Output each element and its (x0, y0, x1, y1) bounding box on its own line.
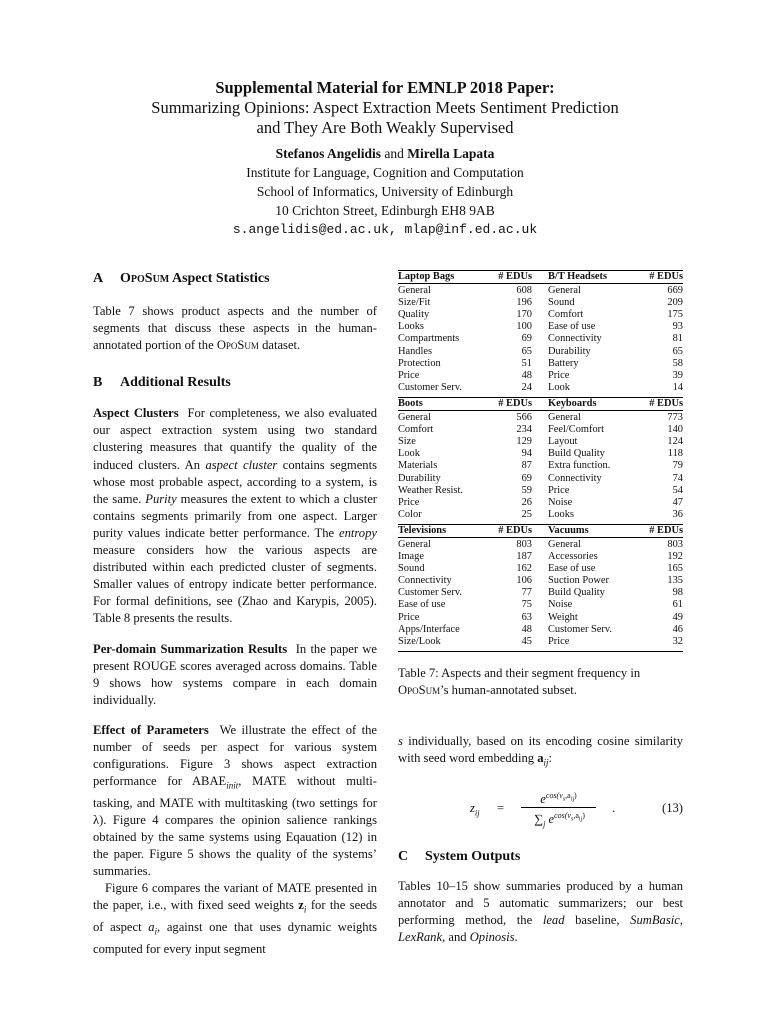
authors-and: and (384, 146, 404, 161)
table-row (398, 575, 683, 587)
section-c-heading (398, 848, 683, 866)
clusters-text-1: For completeness, we also evaluated our aspect extraction system using two standard clustering measures that quantify the quality of the induced clusters. An (93, 406, 377, 472)
table-7-caption (398, 665, 683, 699)
abae-subscript: init (226, 780, 239, 791)
authors (0, 144, 770, 163)
table-row (398, 424, 683, 436)
table-row (398, 370, 683, 382)
denominator-exp-1: cos(v (554, 810, 571, 820)
denominator-exp-3: ) (582, 810, 585, 820)
paper-subtitle-line1: Summarizing Opinions: Aspect Extraction Meets Sentiment Prediction (151, 98, 619, 117)
edu-count: 77 (521, 587, 532, 599)
lead-baseline: lead (542, 912, 565, 927)
equation-numerator (521, 788, 596, 809)
table-7-block (398, 270, 683, 397)
affiliation-line1: Institute for Language, Cognition and Computation (246, 165, 524, 180)
count-header: # EDUs (498, 524, 532, 536)
equation-denominator (512, 807, 607, 833)
aspect-name: General (398, 285, 431, 297)
edu-count: 803 (516, 538, 532, 550)
edu-count: 135 (667, 575, 683, 587)
right-column (398, 270, 683, 946)
caption-dataset-name: OpoSum (398, 682, 441, 697)
edu-count: 106 (516, 575, 532, 587)
table-row (398, 587, 683, 599)
aspect-name: Price (548, 635, 570, 647)
aspect-name: Compartments (398, 333, 460, 345)
section-a-paragraph (93, 303, 377, 354)
aspect-name: Feel/Comfort (548, 424, 604, 436)
section-b-number: B (93, 375, 103, 391)
edu-count: 566 (516, 412, 532, 424)
equation-equals: = (497, 800, 505, 815)
edu-count: 54 (672, 484, 683, 496)
edu-count: 69 (521, 472, 532, 484)
aspect-name: Price (398, 369, 420, 381)
continuation-paragraph (398, 733, 683, 772)
edu-count: 58 (672, 357, 683, 369)
author-1: Stefanos Angelidis (275, 146, 382, 161)
aspect-name: Customer Serv. (398, 381, 462, 393)
edu-count: 79 (672, 460, 683, 472)
aspect-name: Connectivity (548, 333, 602, 345)
aspect-name: Layout (548, 436, 578, 448)
table-7-block (398, 524, 683, 652)
count-header: # EDUs (649, 524, 683, 536)
count-header: # EDUs (649, 271, 683, 282)
aspect-name: Price (548, 484, 570, 496)
section-c-title: System Outputs (425, 848, 521, 864)
domain-title: Laptop Bags (398, 271, 455, 282)
edu-count: 187 (516, 551, 532, 563)
section-a-heading (93, 270, 377, 288)
edu-count: 98 (672, 587, 683, 599)
equation-lhs-symbol: z (470, 800, 475, 815)
section-b-title: Additional Results (120, 375, 231, 391)
table-7-block-table (398, 398, 683, 524)
section-c-number: C (398, 848, 409, 864)
aspect-name: Weight (548, 611, 578, 623)
parameters-text-2: , MATE without multi-tasking, and MATE with multitasking (two settings for λ). Figure 4 compares the opinion salience rankings obtained by the same systems using Eqauation (12) in the paper. Figure 5 shows the quality of the systems’ summaries. (93, 774, 377, 879)
section-a-text-end: dataset. (258, 338, 301, 353)
table-row (398, 321, 683, 333)
domain-title: Keyboards (548, 397, 597, 409)
aspect-name: Ease of use (548, 563, 596, 575)
clusters-term-purity: Purity (145, 491, 177, 506)
aspect-name: General (548, 285, 581, 297)
table-row (398, 309, 683, 321)
aspect-name: Sound (548, 297, 575, 309)
aspect-name: Look (398, 448, 420, 460)
equation-period: . (612, 800, 616, 815)
edu-count: 32 (672, 635, 683, 647)
table-row (398, 497, 683, 509)
aspect-name: Comfort (398, 424, 434, 436)
left-column (93, 270, 377, 958)
edu-count: 65 (521, 345, 532, 357)
parameters-paragraph (93, 722, 377, 880)
edu-count: 46 (672, 623, 683, 635)
aspect-symbol: a (148, 919, 155, 934)
table-row (398, 448, 683, 460)
edu-count: 803 (667, 538, 683, 550)
aspect-name: Image (398, 551, 424, 563)
edu-count: 47 (672, 496, 683, 508)
table-row (398, 460, 683, 472)
edu-count: 669 (667, 285, 683, 297)
edu-count: 81 (672, 333, 683, 345)
table-7-block (398, 397, 683, 524)
aspect-name: Look (548, 381, 570, 393)
edu-count: 93 (672, 321, 683, 333)
sum-symbol: ∑ (534, 811, 544, 826)
opinosis-name: Opinosis (469, 929, 515, 944)
section-c-text-1: Tables 10–15 show summaries produced by a human annotator and 5 automatic summarizers; our best performing method, the (398, 878, 683, 927)
aspect-name: Size/Look (398, 635, 441, 647)
aspect-name: Ease of use (398, 599, 446, 611)
figure6-text-2: for the seeds of aspect (93, 898, 378, 934)
aspect-clusters-paragraph (93, 405, 377, 627)
aspect-name: Looks (398, 321, 424, 333)
edu-count: 25 (521, 508, 532, 520)
edu-count: 87 (521, 460, 532, 472)
edu-count: 74 (672, 472, 683, 484)
aspect-name: Battery (548, 357, 579, 369)
aspect-name: Ease of use (548, 321, 596, 333)
continuation-colon: : (548, 751, 553, 766)
edu-count: 192 (667, 551, 683, 563)
section-c-text-4: , and (442, 929, 470, 944)
aspect-name: Color (398, 508, 422, 520)
table-row (398, 539, 683, 551)
edu-count: 162 (516, 563, 532, 575)
aspect-name: Comfort (548, 309, 584, 321)
edu-count: 124 (667, 436, 683, 448)
denominator-e: e (548, 811, 555, 826)
table-row (398, 382, 683, 394)
caption-text: Table 7: Aspects and their segment frequency in (398, 665, 641, 680)
table-row (398, 485, 683, 497)
aspect-name: Accessories (548, 551, 598, 563)
seed-embedding-subscript: ij (543, 757, 549, 768)
numerator-exp-2: ,a (565, 790, 571, 800)
table-7-block-table (398, 525, 683, 651)
edu-count: 129 (516, 436, 532, 448)
aspect-name: Connectivity (398, 575, 452, 587)
aspect-name: Handles (398, 345, 433, 357)
aspect-name: Build Quality (548, 448, 605, 460)
caption-text-end: ’s human-annotated subset. (440, 682, 577, 697)
figure6-paragraph (93, 880, 377, 957)
table-row (398, 346, 683, 358)
edu-count: 39 (672, 369, 683, 381)
aspect-name: General (398, 412, 431, 424)
equation-lhs-subscript: ij (474, 807, 480, 818)
edu-count: 170 (516, 309, 532, 321)
domain-title: B/T Headsets (548, 271, 607, 282)
per-domain-text: In the paper we present ROUGE scores averaged across domains. Table 9 shows how systems compare in each domain individually. (93, 641, 377, 707)
aspect-name: Customer Serv. (398, 587, 462, 599)
section-c-paragraph (398, 878, 683, 946)
table-row (398, 333, 683, 345)
section-a-dataset-name: OpoSum (216, 338, 259, 353)
aspect-name: Extra function. (548, 460, 611, 472)
aspect-name: Build Quality (548, 587, 605, 599)
edu-count: 100 (516, 321, 532, 333)
table-row (398, 599, 683, 611)
lexrank-name: LexRank (398, 929, 443, 944)
edu-count: 59 (521, 484, 532, 496)
edu-count: 14 (672, 381, 683, 393)
equation-13 (398, 788, 683, 830)
denominator-sub-s: s (570, 816, 574, 823)
edu-count: 26 (521, 496, 532, 508)
table-row (398, 358, 683, 370)
edu-count: 65 (672, 345, 683, 357)
aspect-clusters-heading: Aspect Clusters (93, 406, 179, 421)
table-row (398, 563, 683, 575)
parameters-text-1: We illustrate the effect of the number of seeds per aspect for various system configurations. Figure 3 shows aspect extraction performance for ABAE (93, 722, 378, 789)
edu-count: 51 (521, 357, 532, 369)
edu-count: 234 (516, 424, 532, 436)
aspect-name: Looks (548, 508, 574, 520)
clusters-text-4: measure considers how the various aspects are distributed within each predicted cluster of segments. Smaller values of entropy indicate better performance. For formal definitions, see (Zhao and Karypis, 2005). Table 8 presents the results. (93, 543, 377, 626)
aspect-name: Sound (398, 563, 425, 575)
edu-count: 118 (667, 448, 683, 460)
edu-count: 24 (521, 381, 532, 393)
count-header: # EDUs (498, 271, 532, 282)
paper-subtitle-line2: and They Are Both Weakly Supervised (256, 118, 514, 137)
edu-count: 773 (667, 412, 683, 424)
count-header: # EDUs (649, 397, 683, 409)
denominator-sub-ij: ij (578, 816, 583, 823)
table-row (398, 297, 683, 309)
aspect-name: Weather Resist. (398, 484, 463, 496)
table-7-block-table (398, 271, 683, 397)
aspect-name: Price (548, 369, 570, 381)
table-row (398, 624, 683, 636)
parameters-heading: Effect of Parameters (93, 722, 209, 737)
aspect-name: General (548, 538, 581, 550)
table-row (398, 436, 683, 448)
table-row (398, 551, 683, 563)
author-2: Mirella Lapata (407, 146, 495, 161)
equation-number: (13) (662, 800, 683, 815)
table-7 (398, 270, 683, 652)
aspect-name: Customer Serv. (548, 623, 612, 635)
aspect-name: Size/Fit (398, 297, 431, 309)
aspect-name: Quality (398, 309, 430, 321)
paper-header (0, 78, 770, 239)
equation-lhs (470, 800, 480, 822)
domain-title: Televisions (398, 524, 447, 536)
aspect-name: Price (398, 496, 420, 508)
edu-count: 140 (667, 424, 683, 436)
paper-title: Supplemental Material for EMNLP 2018 Paper: (215, 78, 555, 97)
table-row (398, 473, 683, 485)
section-a-text: Table 7 shows product aspects and the number of segments that discuss these aspects in the human-annotated portion of the (93, 304, 377, 353)
numerator-sub-ij: ij (570, 796, 575, 803)
edu-count: 196 (516, 297, 532, 309)
aspect-subscript: i (154, 926, 158, 937)
count-header: # EDUs (498, 397, 532, 409)
section-a-title: Aspect Statistics (169, 271, 270, 286)
table-block-spacer (398, 648, 683, 651)
aspect-name: Suction Power (548, 575, 609, 587)
edu-count: 61 (672, 599, 683, 611)
section-c-text-3: , (679, 912, 683, 927)
sumbasic-name: SumBasic (630, 912, 680, 927)
section-c-text-5: . (514, 929, 518, 944)
author-emails: s.angelidis@ed.ac.uk, mlap@inf.ed.ac.uk (232, 222, 538, 237)
aspect-name: Noise (548, 599, 573, 611)
edu-count: 94 (521, 448, 532, 460)
edu-count: 48 (521, 369, 532, 381)
table-row (398, 509, 683, 521)
domain-title: Boots (398, 397, 423, 409)
figure6-text-3: , against one that uses dynamic weights computed for every input segment (93, 919, 377, 956)
figure6-text-1: Figure 6 compares the variant of MATE presented in the paper, i.e., with fixed seed weights (93, 881, 377, 913)
table-header-row (398, 525, 683, 538)
edu-count: 63 (521, 611, 532, 623)
edu-count: 75 (521, 599, 532, 611)
segment-symbol: s (398, 734, 403, 748)
table-row (398, 285, 683, 297)
table-row (398, 612, 683, 624)
spacer-cell (398, 648, 683, 651)
denominator-exp-2: ,a (573, 810, 579, 820)
aspect-name: Noise (548, 496, 573, 508)
table-row (398, 636, 683, 648)
edu-count: 36 (672, 508, 683, 520)
clusters-term-entropy: entropy (338, 525, 377, 540)
continuation-text: individually, based on its encoding cosine similarity with seed word embedding (398, 734, 683, 766)
edu-count: 175 (667, 309, 683, 321)
seed-embedding-symbol: a (537, 751, 544, 766)
edu-count: 45 (521, 635, 532, 647)
per-domain-heading: Per-domain Summarization Results (93, 641, 288, 656)
edu-count: 608 (516, 285, 532, 297)
edu-count: 69 (521, 333, 532, 345)
section-b-heading (93, 374, 377, 392)
per-domain-paragraph (93, 641, 377, 709)
clusters-term-aspect-cluster: aspect cluster (205, 457, 278, 472)
affiliation-line3: 10 Crichton Street, Edinburgh EH8 9AB (275, 203, 495, 218)
domain-title: Vacuums (548, 524, 589, 536)
numerator-exp-1: cos(v (545, 790, 563, 800)
edu-count: 48 (521, 623, 532, 635)
aspect-name: Protection (398, 357, 441, 369)
section-a-title-dataset: OpoSum (120, 271, 170, 286)
aspect-name: General (398, 538, 431, 550)
numerator-exp-3: ) (574, 790, 577, 800)
seed-weight-subscript: i (303, 904, 307, 915)
table-header-row (398, 271, 683, 284)
aspect-name: Materials (398, 460, 438, 472)
edu-count: 165 (667, 563, 683, 575)
numerator-e: e (540, 791, 546, 806)
sum-subscript: j (543, 819, 546, 829)
edu-count: 49 (672, 611, 683, 623)
edu-count: 209 (667, 297, 683, 309)
aspect-name: Durability (548, 345, 591, 357)
section-a-number: A (93, 271, 104, 286)
aspect-name: General (548, 412, 581, 424)
aspect-name: Connectivity (548, 472, 602, 484)
table-header-row (398, 398, 683, 411)
affiliation-line2: School of Informatics, University of Edinburgh (256, 184, 514, 199)
section-c-text-2: baseline, (564, 912, 631, 927)
table-row (398, 412, 683, 424)
clusters-text-3: measures the extent to which a cluster contains segments primarily from one aspect. Larger purity values indicate better performance. The (93, 491, 377, 540)
aspect-name: Durability (398, 472, 441, 484)
aspect-name: Price (398, 611, 420, 623)
aspect-name: Apps/Interface (398, 623, 460, 635)
seed-weight-symbol: z (298, 898, 304, 913)
aspect-name: Size (398, 436, 416, 448)
clusters-text-2: contains segments whose most probable aspect, according to a system, is the same. (93, 457, 377, 506)
numerator-sub-s: s (562, 796, 566, 803)
